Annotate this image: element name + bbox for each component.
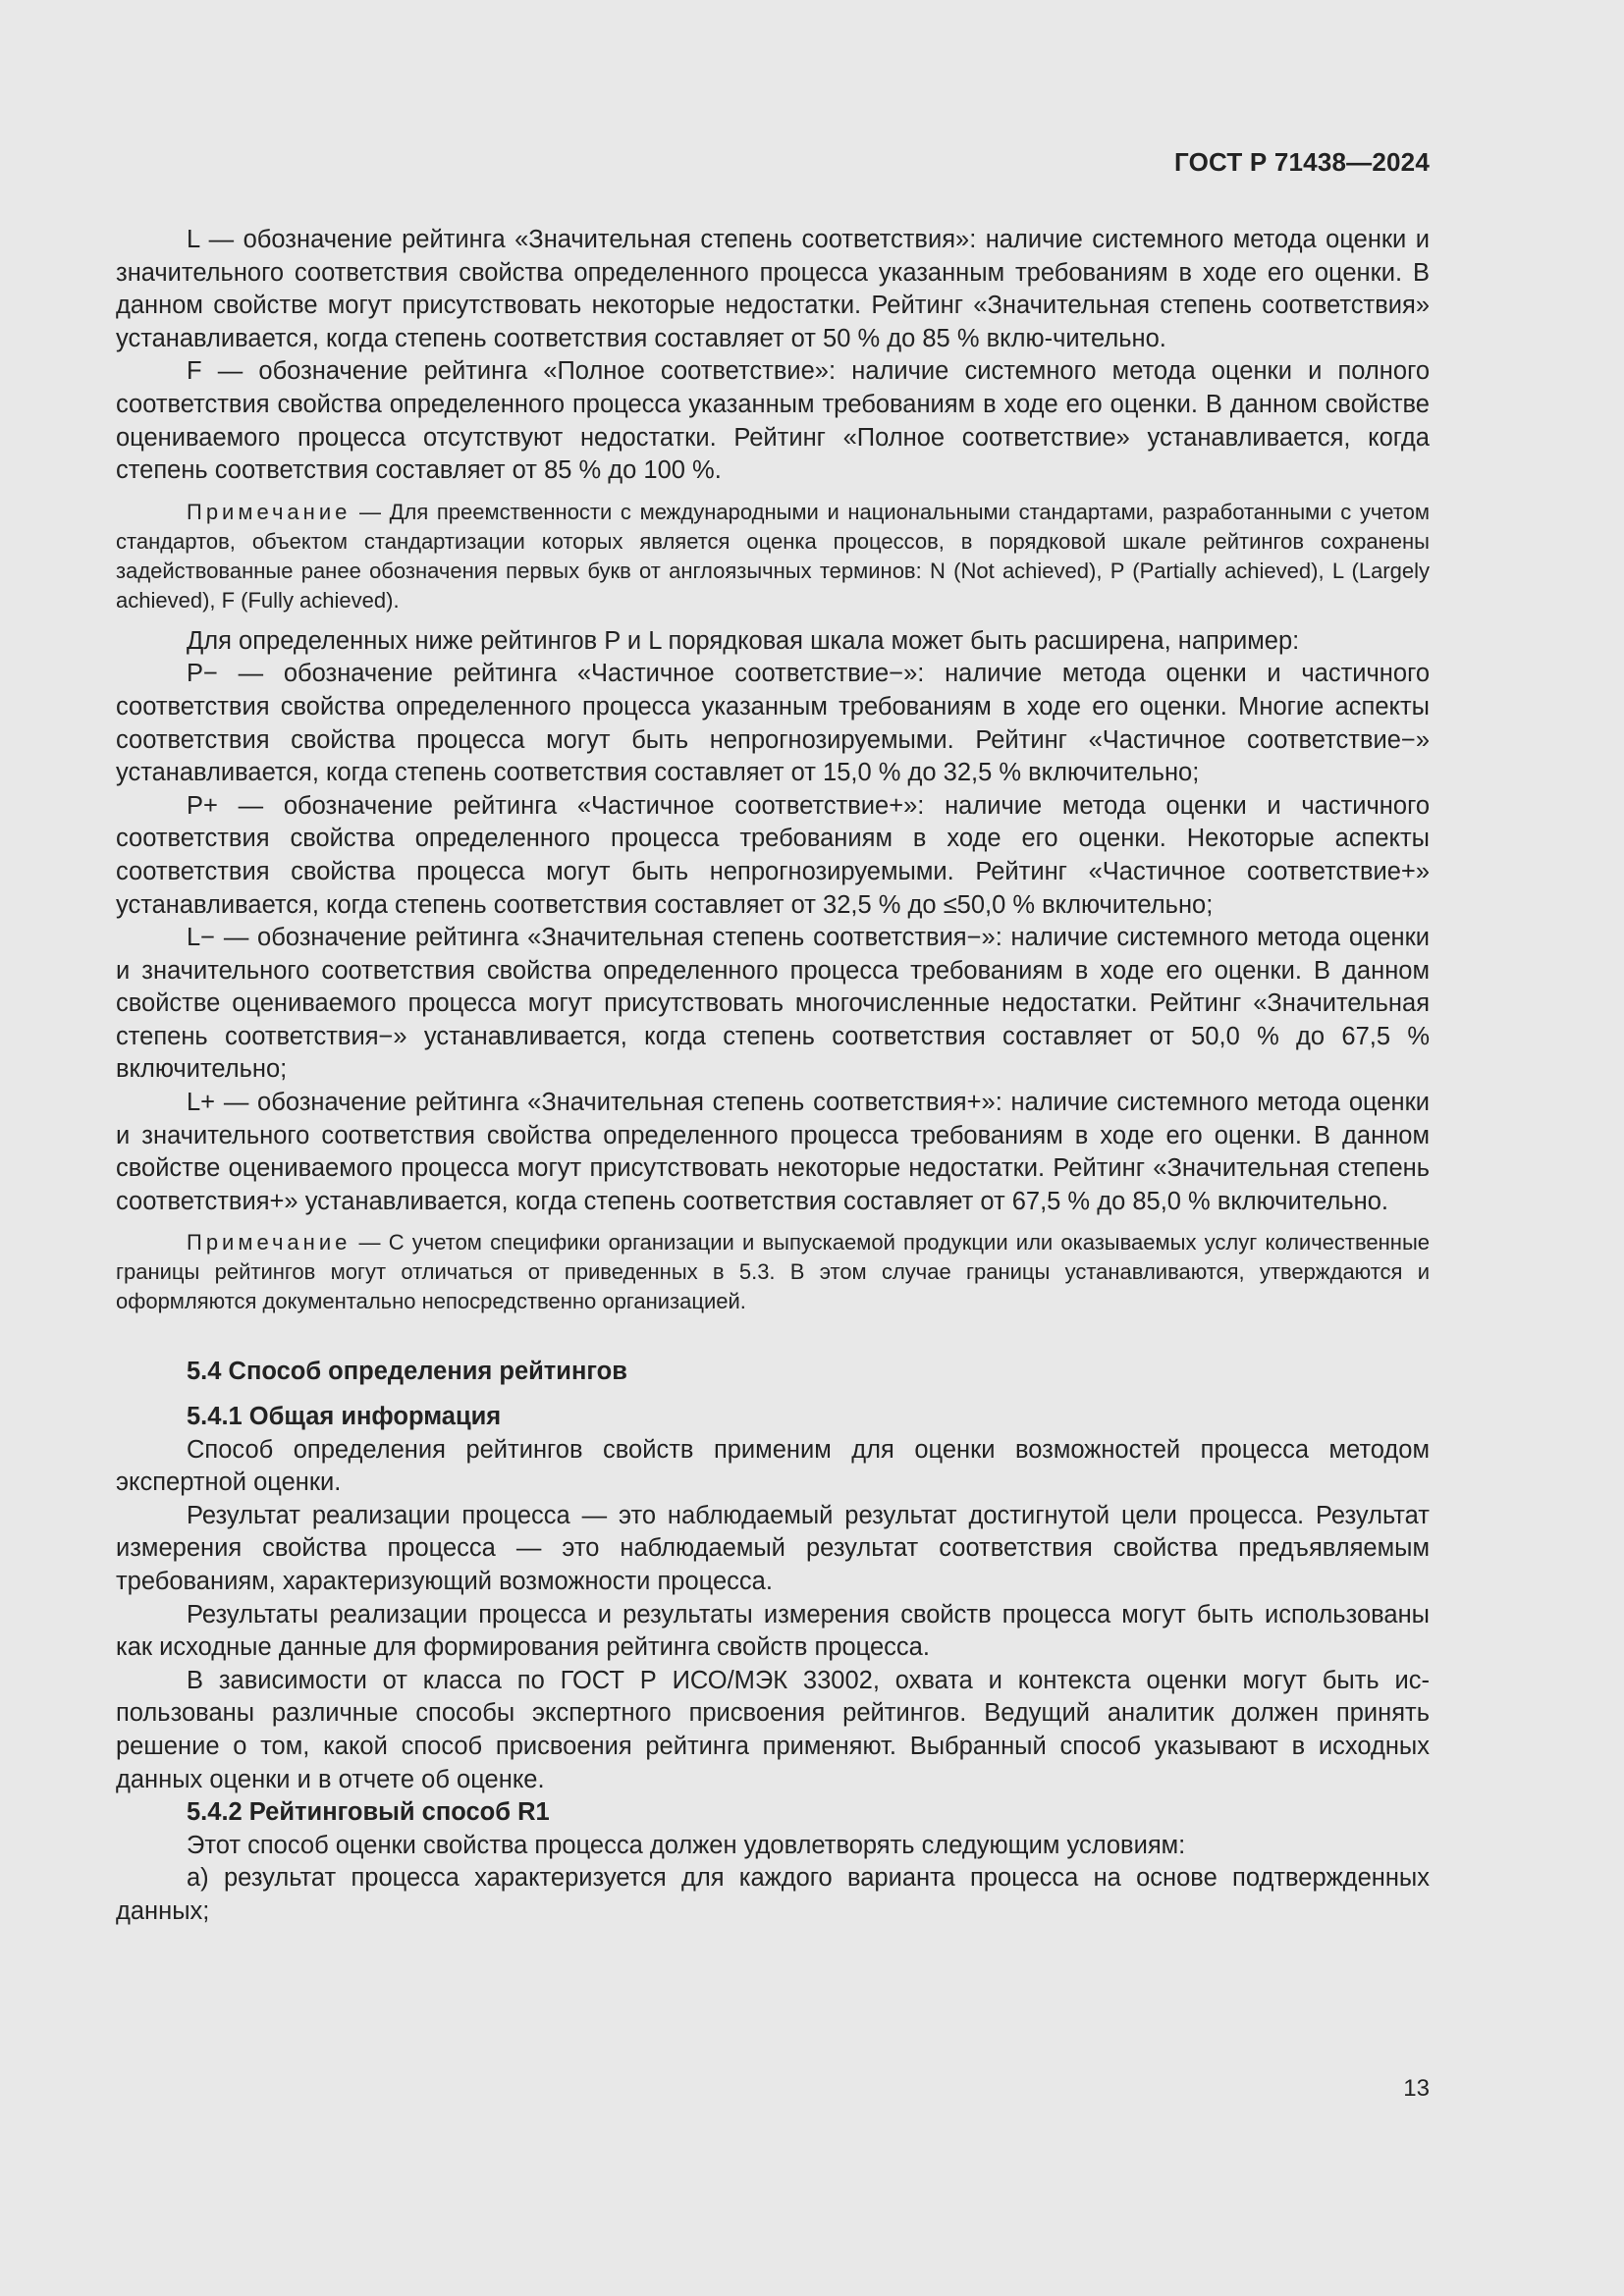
paragraph-rating-l: L — обозначение рейтинга «Значительная степень соответствия»: наличие системного метода оценки и значительного соответствия свойства определенного процесса указанным требованиям в ходе его оценки. В данном свойстве могут присутствовать некоторые недостатки. Рейтинг «Значительная степень соответствия» устанавливается, когда степень соответствия составляет от 50 % до 85 % вклю-чительно. (116, 226, 1430, 352)
paragraph-rating-l-plus: L+ — обозначение рейтинга «Значительная степень соответствия+»: наличие системного метода оценки и значительного соответствия свойства определенного процесса требованиям в ходе его оценки. В данном свойстве оцениваемого процесса могут присутствовать некоторые недостатки. Рейтинг «Значительная степень соответствия+» устанавливается, когда степень соответствия составляет от 67,5 % до 85,0 % включительно. (116, 1089, 1430, 1215)
paragraph-process-result: Результат реализации процесса — это наблюдаемый результат достигнутой цели процесса. Результат измерения свойства процесса — это наблюдаемый результат соответствия свойства предъявляемым требованиям, характеризующий возможности процесса. (116, 1501, 1430, 1595)
note-1 (116, 498, 1430, 615)
paragraph-rating-p-plus: P+ — обозначение рейтинга «Частичное соответствие+»: наличие метода оценки и частичного соответствия свойства определенного процесса требованиям в ходе его оценки. Некоторые аспекты соответствия свойства процесса могут быть непрогнозируемыми. Рейтинг «Частичное соответствие+» устанавливается, когда степень соответствия составляет от 32,5 % до ≤50,0 % включительно; (116, 791, 1430, 919)
note-text: — Для преемственности с международными и национальными стандартами, разработанными с учетом стандартов, объектом стандартизации которых является оценка процессов, в порядковой шкале рейтингов сохранены задействованные ранее обозначения первых букв от англоязычных терминов: N (Not achieved), P (Partially achieved), L (Largely achieved), F (Fully achieved). (116, 499, 1430, 613)
paragraph-rating-f: F — обозначение рейтинга «Полное соответствие»: наличие системного метода оценки и полного соответствия свойства определенного процесса указанным требованиям в ходе его оценки. В данном свойстве оцениваемого процесса отсутствуют недостатки. Рейтинг «Полное соответствие» устанавливается, когда степень соответствия составляет от 85 % до 100 %. (116, 357, 1430, 485)
paragraph-rating-methods: В зависимости от класса по ГОСТ Р ИСО/МЭК 33002, охвата и контекста оценки могут быть использованы различные способы экспертного присвоения рейтингов. Ведущий аналитик должен принять решение о том, какой способ присвоения рейтинга применяют. Выбранный способ указывают в исходных данных оценки и в отчете об оценке. (116, 1666, 1430, 1793)
paragraph-input-data: Результаты реализации процесса и результаты измерения свойств процесса могут быть использованы как исходные данные для формирования рейтинга свойств процесса. (116, 1600, 1430, 1662)
section-heading-5-4: 5.4 Способ определения рейтингов (187, 1358, 627, 1386)
paragraph-method-conditions: Этот способ оценки свойства процесса должен удовлетворять следующим условиям: (187, 1831, 1186, 1859)
paragraph-rating-p-minus: P− — обозначение рейтинга «Частичное соответствие−»: наличие метода оценки и частичного соответствия свойства определенного процесса указанным требованиям в ходе его оценки. Многие аспекты соответствия свойства процесса могут быть непрогнозируемыми. Рейтинг «Частичное соответствие−» устанавливается, когда степень соответствия составляет от 15,0 % до 32,5 % включительно; (116, 660, 1430, 787)
section-heading-5-4-1: 5.4.1 Общая информация (187, 1403, 502, 1431)
page-number: 13 (1403, 2075, 1430, 2102)
note-2 (116, 1228, 1430, 1316)
document-header: ГОСТ Р 71438—2024 (1174, 147, 1430, 177)
note-label: Примечание (187, 1230, 352, 1255)
paragraph-extended-scale: Для определенных ниже рейтингов P и L порядковая шкала может быть расширена, например: (187, 626, 1300, 655)
paragraph-rating-l-minus: L− — обозначение рейтинга «Значительная степень соответствия−»: наличие системного метода оценки и значительного соответствия свойства определенного процесса требованиям в ходе его оценки. В данном свойстве оцениваемого процесса могут присутствовать многочисленные недостатки. Рейтинг «Значительная степень соответствия−» устанавливается, когда степень соответствия составляет от 50,0 % до 67,5 % включительно; (116, 924, 1430, 1084)
section-heading-5-4-2: 5.4.2 Рейтинговый способ R1 (187, 1798, 550, 1827)
document-body (116, 224, 1430, 1929)
note-label: Примечание (187, 499, 352, 524)
note-text: — С учетом специфики организации и выпускаемой продукции или оказываемых услуг количественные границы рейтингов могут отличаться от приведенных в 5.3. В этом случае границы устанавливаются, утверждаются и оформляются документально непосредственно организацией. (116, 1230, 1430, 1314)
list-item-a: а) результат процесса характеризуется для каждого варианта процесса на основе подтвержденных данных; (116, 1864, 1430, 1925)
paragraph-method-applicability: Способ определения рейтингов свойств применим для оценки возможностей процесса методом экспертной оценки. (116, 1435, 1430, 1497)
